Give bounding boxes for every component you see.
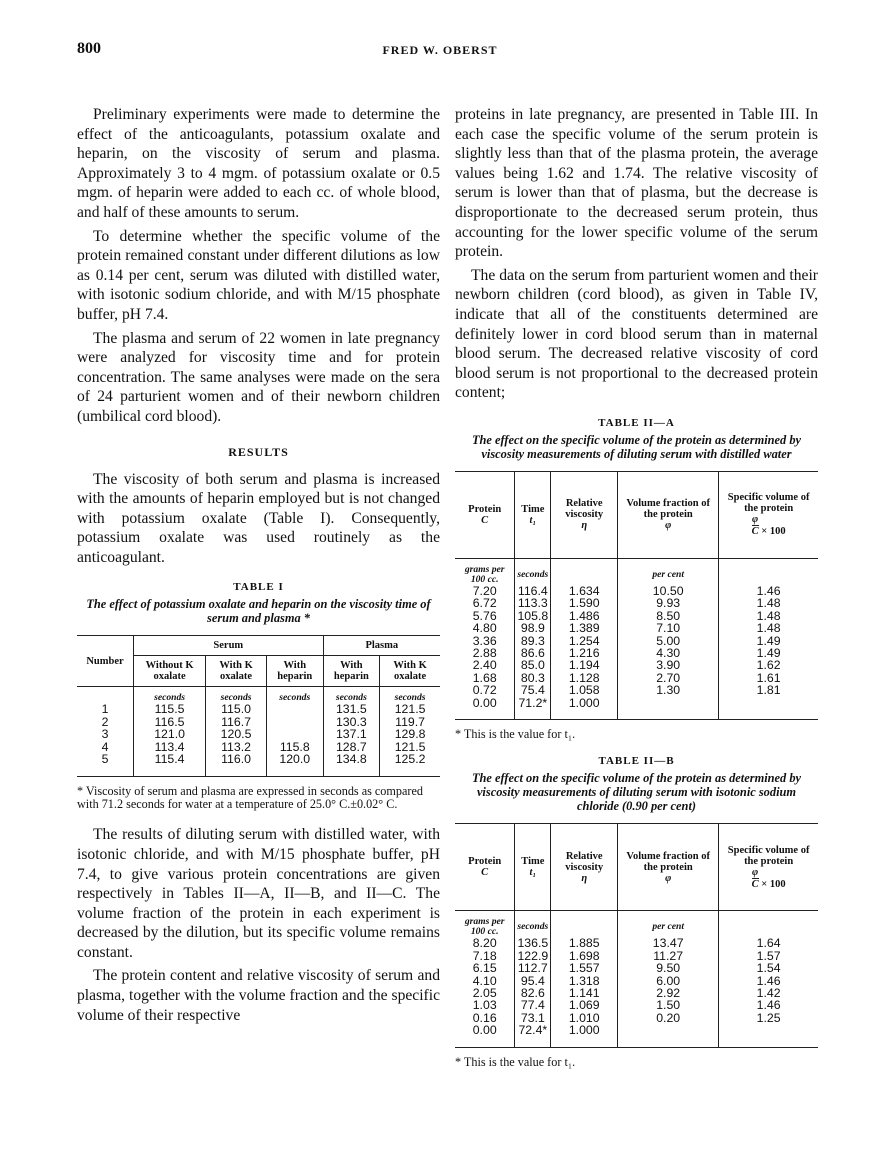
table-cell: 112.7	[515, 962, 551, 974]
unit-cell: seconds	[515, 558, 551, 585]
table-cell: 7.20	[455, 585, 515, 597]
table-cell: 122.9	[515, 950, 551, 962]
table-cell: 10.50	[618, 585, 719, 597]
table-cell: 128.7	[323, 741, 380, 753]
table-cell: 9.50	[618, 962, 719, 974]
table-row	[455, 1024, 818, 1047]
table-cell: 120.0	[266, 753, 323, 776]
table-row	[455, 622, 818, 634]
table-cell: 1.54	[756, 961, 781, 976]
table-cell	[266, 728, 323, 740]
table-cell: 113.3	[515, 597, 551, 609]
table-cell: 1.61	[756, 670, 781, 685]
table-2a-caption: The effect on the specific volume of the protein as determined by viscosity measurements of diluting serum with distilled water	[471, 432, 802, 461]
table-cell: 136.5	[515, 937, 551, 949]
table-cell: 1.49	[756, 633, 781, 648]
table-cell: 2	[77, 716, 134, 728]
table-cell: 1.557	[551, 962, 618, 974]
table-cell: 1.30	[618, 684, 719, 696]
table-cell: 1.81	[756, 683, 781, 698]
table-cell: 8.20	[455, 937, 515, 949]
table-cell: 4.10	[455, 975, 515, 987]
table-cell: 1.46	[756, 583, 781, 598]
table-cell: 80.3	[515, 672, 551, 684]
table-cell: 1.62	[756, 658, 781, 673]
table-cell: 1.57	[756, 948, 781, 963]
col-header-time: Time t₁	[515, 824, 551, 911]
table-cell: 1.486	[551, 610, 618, 622]
paragraph: Preliminary experiments were made to determine the effect of the anticoagulants, potassium oxalate and heparin, on the viscosity of serum and plasma. Approximately 3 to 4 mgm. of potassium oxalate or 0.5 mgm. of heparin were added to each cc. of whole blood, and half of these amounts to serum.	[77, 106, 440, 221]
table-cell: 5.76	[455, 610, 515, 622]
table-row	[77, 741, 440, 753]
table-cell: 116.7	[206, 716, 267, 728]
paragraph: To determine whether the specific volume of the protein remained constant under different dilutions as low as 0.14 per cent, serum was diluted with distilled water, with isotonic sodium chloride, and with M/15 phosphate buffer, pH 7.4.	[77, 227, 440, 323]
unit-cell: seconds	[394, 692, 426, 704]
table-cell: 1.03	[455, 999, 515, 1011]
table-cell: 82.6	[515, 987, 551, 999]
table-cell: 6.72	[455, 597, 515, 609]
table-cell: 1.141	[551, 987, 618, 999]
col-header-specific-volume: Specific volume of the protein $\frac{\varphi}{C}$ × 100	[719, 824, 818, 911]
table-cell: 113.4	[134, 741, 206, 753]
table-row	[77, 728, 440, 740]
table-cell: 1.42	[756, 986, 781, 1000]
table-row	[455, 659, 818, 671]
unit-cell: per cent	[618, 911, 719, 938]
table-cell: 1.000	[551, 697, 618, 720]
table-cell	[618, 1024, 719, 1047]
table-row	[455, 999, 818, 1011]
running-head: FRED W. OBERST	[382, 43, 498, 57]
table-cell: 0.00	[455, 1024, 515, 1047]
table-cell: 1.590	[551, 597, 618, 609]
table-cell: 86.6	[515, 647, 551, 659]
col-header-with-heparin: With heparin	[266, 656, 323, 687]
table-cell: 1.254	[551, 635, 618, 647]
table-cell: 72.4*	[515, 1024, 551, 1047]
table-cell: 89.3	[515, 635, 551, 647]
col-header-plasma-heparin: With heparin	[323, 656, 380, 687]
table-cell: 71.2*	[515, 697, 551, 720]
unit-cell: seconds	[134, 687, 206, 704]
right-column	[455, 105, 818, 1083]
col-header-serum: Serum	[134, 636, 324, 656]
table-cell: 3.36	[455, 635, 515, 647]
table-cell: 0.16	[455, 1012, 515, 1024]
unit-cell	[551, 558, 618, 585]
table-row	[77, 716, 440, 728]
table-cell: 1.318	[551, 975, 618, 987]
table-cell: 5	[77, 753, 134, 776]
unit-cell: seconds	[323, 687, 380, 704]
table-cell: 4.30	[618, 647, 719, 659]
table-cell: 3.90	[618, 659, 719, 671]
table-cell: 77.4	[515, 999, 551, 1011]
table-1-caption: The effect of potassium oxalate and heparin on the viscosity time of serum and plasma *	[86, 597, 431, 626]
table-cell: 85.0	[515, 659, 551, 671]
table-cell: 125.2	[394, 752, 426, 767]
table-cell: 129.8	[394, 727, 426, 742]
table-1-label: TABLE I	[233, 581, 284, 594]
table-cell: 1.634	[551, 585, 618, 597]
table-row	[455, 597, 818, 609]
col-header-relative-viscosity: Relative viscosity η	[551, 471, 618, 558]
table-cell	[266, 703, 323, 715]
table-cell: 2.05	[455, 987, 515, 999]
table-2b-caption: The effect on the specific volume of the protein as determined by viscosity measurements of diluting serum with isotonic sodium chloride (0.90 per cent)	[471, 771, 802, 814]
table-row	[455, 962, 818, 974]
col-header-plasma-k: With K oxalate	[380, 656, 440, 687]
table-1-footnote: * Viscosity of serum and plasma are expressed in seconds as compared with 71.2 seconds for water at a temperature of 25.0° C.±0.02° C.	[77, 783, 423, 811]
table-row	[455, 937, 818, 949]
unit-cell: grams per 100 cc.	[455, 911, 515, 938]
table-cell: 115.5	[134, 703, 206, 715]
table-cell: 1.128	[551, 672, 618, 684]
unit-cell: seconds	[515, 911, 551, 938]
table-cell: 3	[77, 728, 134, 740]
table-cell: 0.00	[455, 697, 515, 720]
table-cell: 134.8	[323, 753, 380, 776]
table-cell: 1.64	[756, 936, 781, 951]
table-cell: 98.9	[515, 622, 551, 634]
col-header-specific-volume: Specific volume of the protein $\frac{\varphi}{C}$ × 100	[719, 471, 818, 558]
table-cell: 13.47	[618, 937, 719, 949]
table-cell: 1	[77, 703, 134, 715]
table-cell: 7.10	[618, 622, 719, 634]
table-cell: 4	[77, 741, 134, 753]
table-2b-footnote: * This is the value for t₁.	[455, 1054, 576, 1069]
unit-cell	[77, 687, 134, 704]
table-cell: 1.010	[551, 1012, 618, 1024]
col-header-plasma: Plasma	[323, 636, 440, 656]
table-1	[77, 635, 440, 776]
table-cell: 1.48	[756, 621, 781, 636]
table-cell: 1.000	[551, 1024, 618, 1047]
table-cell	[719, 697, 818, 720]
table-cell: 1.68	[455, 672, 515, 684]
col-header-volume-fraction: Volume fraction of the protein φ	[618, 824, 719, 911]
table-cell: 1.698	[551, 950, 618, 962]
table-cell: 130.3	[323, 716, 380, 728]
table-cell: 1.48	[756, 608, 781, 623]
col-header-time: Time t₁	[515, 471, 551, 558]
table-cell: 1.25	[756, 1010, 781, 1025]
paragraph: The results of diluting serum with distilled water, with isotonic chloride, and with M/15 phosphate buffer, pH 7.4, to give various protein concentrations are given respectively in Tables II—A, II—B, and II—C. The volume fraction of the protein in each experiment is decreased by the dilution, but its specific volume remains constant.	[77, 826, 440, 961]
col-header-relative-viscosity: Relative viscosity η	[551, 824, 618, 911]
table-cell: 121.5	[394, 702, 426, 717]
table-2a	[455, 471, 818, 720]
table-cell: 0.72	[455, 684, 515, 696]
table-cell	[618, 697, 719, 720]
table-cell: 1.058	[551, 684, 618, 696]
table-cell	[266, 716, 323, 728]
table-cell: 1.069	[551, 999, 618, 1011]
table-cell: 120.5	[206, 728, 267, 740]
left-column	[77, 105, 440, 1029]
col-header-with-k: With K oxalate	[206, 656, 267, 687]
table-2a-footnote: * This is the value for t₁.	[455, 726, 576, 741]
table-cell: 4.80	[455, 622, 515, 634]
paragraph: The plasma and serum of 22 women in late pregnancy were analyzed for viscosity time and for protein concentration. The same analyses were made on the sera of 24 parturient women and of their newborn children (umbilical cord blood).	[77, 329, 440, 425]
table-cell: 1.48	[756, 596, 781, 611]
unit-cell: grams per 100 cc.	[455, 558, 515, 585]
table-cell: 137.1	[323, 728, 380, 740]
unit-cell	[551, 911, 618, 938]
table-cell: 1.885	[551, 937, 618, 949]
table-cell: 2.70	[618, 672, 719, 684]
paragraph: The protein content and relative viscosity of serum and plasma, together with the volume fraction and the specific volume of their respective	[77, 967, 440, 1024]
table-2b	[455, 823, 818, 1047]
table-cell: 116.0	[206, 753, 267, 776]
table-cell: 5.00	[618, 635, 719, 647]
col-header-protein: Protein C	[455, 824, 515, 911]
table-cell: 1.389	[551, 622, 618, 634]
table-cell	[719, 1024, 818, 1047]
table-cell: 1.50	[618, 999, 719, 1011]
table-cell: 121.0	[134, 728, 206, 740]
table-row	[455, 697, 818, 720]
col-header-protein: Protein C	[455, 471, 515, 558]
table-cell: 95.4	[515, 975, 551, 987]
page-number: 800	[77, 40, 101, 57]
table-cell: 2.92	[618, 987, 719, 999]
table-cell: 2.40	[455, 659, 515, 671]
unit-cell	[719, 911, 818, 938]
col-header-without-k: Without K oxalate	[134, 656, 206, 687]
unit-cell: seconds	[206, 687, 267, 704]
col-header-number: Number	[77, 636, 134, 687]
table-cell: 73.1	[515, 1012, 551, 1024]
unit-cell: seconds	[266, 687, 323, 704]
table-cell: 11.27	[618, 950, 719, 962]
table-cell: 115.8	[266, 741, 323, 753]
unit-cell	[719, 558, 818, 585]
table-row	[455, 684, 818, 696]
paragraph: The data on the serum from parturient women and their newborn children (cord blood), as given in Table IV, indicate that all of the constituents determined are definitely lower in cord blood serum than in maternal blood serum. The decreased relative viscosity of cord blood serum is not proportional to the decreased protein content;	[455, 266, 818, 402]
table-cell: 6.15	[455, 962, 515, 974]
table-cell: 121.5	[394, 739, 426, 754]
paragraph: proteins in late pregnancy, are presented in Table III. In each case the specific volume of the serum protein is slightly less than that of the plasma protein, the average values being 1.62 and 1.74. The relative viscosity of serum is lower than that of plasma, but the decrease is disproportionate to the decreased serum protein, thus accounting for the lower specific volume of the serum protein.	[455, 106, 818, 261]
results-heading: RESULTS	[228, 444, 289, 459]
table-cell: 1.216	[551, 647, 618, 659]
table-cell: 119.7	[395, 714, 426, 729]
table-2b-label: TABLE II—B	[598, 755, 675, 768]
paragraph: The viscosity of both serum and plasma is increased with the amounts of heparin employed but is not changed with potassium oxalate (Table I). Consequently, potassium oxalate was used routinely as the anticoagulant.	[77, 470, 440, 566]
table-cell: 9.93	[618, 597, 719, 609]
table-cell: 1.46	[756, 998, 781, 1013]
unit-cell: per cent	[618, 558, 719, 585]
table-cell: 6.00	[618, 975, 719, 987]
table-cell: 131.5	[323, 703, 380, 715]
table-cell: 2.88	[455, 647, 515, 659]
table-row	[77, 703, 440, 715]
table-cell: 115.4	[134, 753, 206, 776]
col-header-volume-fraction: Volume fraction of the protein φ	[618, 471, 719, 558]
table-cell: 0.20	[618, 1012, 719, 1024]
table-cell: 115.0	[206, 703, 267, 715]
table-cell: 1.49	[756, 645, 781, 660]
table-row	[455, 1012, 818, 1024]
table-cell: 105.8	[515, 610, 551, 622]
table-2a-label: TABLE II—A	[598, 416, 675, 429]
table-cell: 7.18	[455, 950, 515, 962]
table-cell: 116.5	[134, 716, 206, 728]
table-cell: 116.4	[515, 585, 551, 597]
table-cell: 8.50	[618, 610, 719, 622]
table-cell: 75.4	[515, 684, 551, 696]
table-cell: 1.194	[551, 659, 618, 671]
table-row	[77, 753, 440, 776]
table-cell: 1.46	[756, 973, 781, 988]
table-cell: 113.2	[206, 741, 267, 753]
